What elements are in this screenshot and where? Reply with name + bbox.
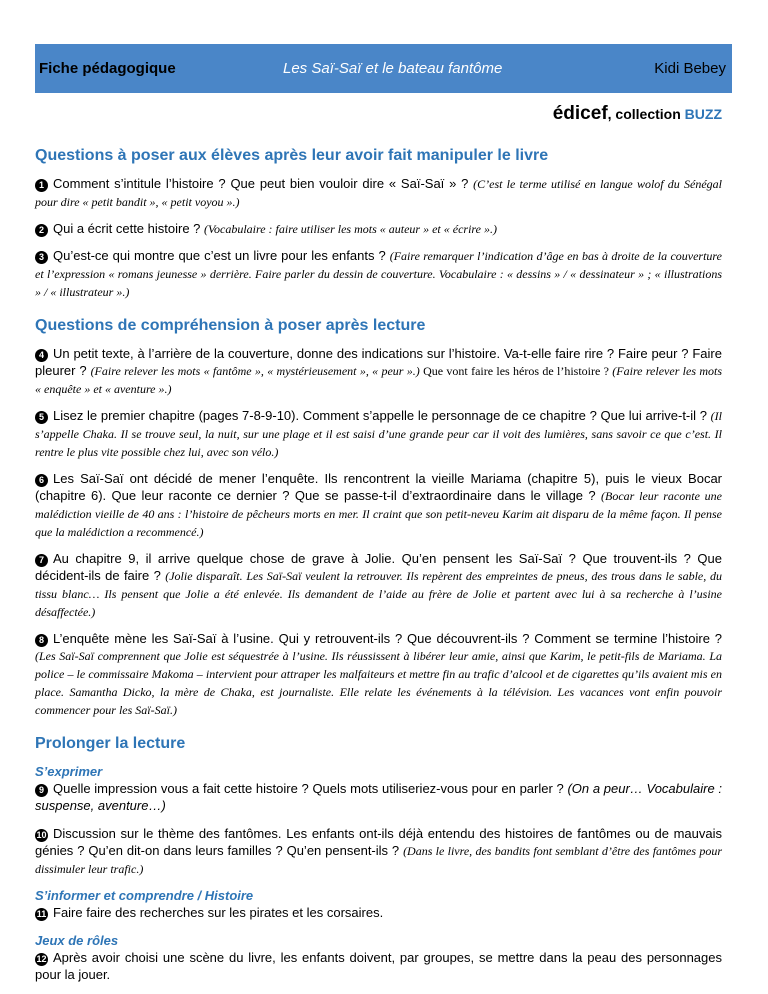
subsection-title: S’informer et comprendre / Histoire	[35, 888, 254, 903]
question-text: Comment s’intitule l’histoire ? Que peut bien vouloir dire « Saï-Saï » ?	[53, 176, 474, 191]
teacher-note: (Faire remarquer l’indication d’âge en bas à droite de la couverture et l’expression « romans jeunesse » derrière. Faire parler du dessin de couverture. Vocabulaire : « dessins » / « dessinateur » ; « illustrations » / « illustrateur ».)	[35, 249, 722, 299]
teacher-note: (Les Saï-Saï comprennent que Jolie est séquestrée à l’usine. Ils réussissent à libérer leur amie, ainsi que Karim, le petit-fils de Mariama. La police – le commissaire Makoma – intervient pour attraper les malfaiteurs et mettre fin au trafic d’alcool et de cigarettes qu’ils avaient mis en place. Samantha Dicko, la mère de Chaka, est journaliste. Elle relate les événements à la télévision. Les vacances vont enfin pouvoir commencer pour les Saï-Saï.)	[35, 649, 722, 717]
activity-roleplay	[35, 932, 722, 983]
teacher-note-2: (Faire relever les mots « enquête » et « aventure ».)	[35, 364, 723, 396]
question-text: Qu’est-ce qui montre que c’est un livre pour les enfants ?	[53, 248, 390, 263]
question-5	[35, 407, 722, 461]
question-1	[35, 175, 722, 211]
question-12	[35, 949, 722, 983]
teacher-note: (Jolie disparaît. Les Saï-Saï veulent la retrouver. Ils repèrent des empreintes de pneus, des trous dans le sable, du tissu blanc… Ils pensent que Jolie a été enlevée. Ils demandent de l’aide au frère de Jolie et partent avec lui à sa recherche à l’usine désaffectée.)	[35, 569, 723, 619]
number-badge: 1	[35, 179, 48, 192]
number-badge: 8	[35, 634, 48, 647]
number-badge: 2	[35, 224, 48, 237]
collection-label: , collection	[607, 106, 685, 122]
doc-type: Fiche pédagogique	[39, 60, 176, 77]
number-badge: 5	[35, 411, 48, 424]
question-text: Discussion sur le thème des fantômes. Les enfants ont-ils déjà entendu des histoires de fantômes ou de mauvais génies ? Qu’en dit-on dans leurs familles ? Qu’en pensent-ils ?	[35, 826, 722, 858]
question-7	[35, 550, 722, 621]
teacher-note: (C’est le terme utilisé en langue wolof du Sénégal pour dire « petit bandit », « petit voyou ».)	[35, 177, 722, 209]
question-text: Faire faire des recherches sur les pirates et les corsaires.	[53, 905, 384, 920]
number-badge: 4	[35, 349, 48, 362]
number-badge: 6	[35, 474, 48, 487]
header-bar	[35, 44, 732, 93]
question-text-2: Que vont faire les héros de l’histoire ?	[419, 364, 613, 378]
number-badge: 10	[36, 830, 47, 840]
book-title: Les Saï-Saï et le bateau fantôme	[283, 60, 503, 77]
teacher-note: (Bocar leur raconte une malédiction vieille de 40 ans : l’histoire de pêcheurs morts en mer. Il craint que son petit-neveu Karim ait disparu de la même façon. Il pense que la malédiction a recommencé.)	[35, 489, 722, 539]
question-4	[35, 345, 722, 398]
teacher-note: (Vocabulaire : faire utiliser les mots « auteur » et « écrire ».)	[204, 222, 497, 236]
question-8	[35, 630, 722, 719]
activity-history	[35, 887, 722, 921]
question-text: Quelle impression vous a fait cette histoire ? Quels mots utiliseriez-vous pour en parler ?	[53, 781, 568, 796]
question-text: Au chapitre 9, il arrive quelque chose de grave à Jolie. Qu’en pensent les Saï-Saï ? Que trouvent-ils ? Que décident-ils de faire ?	[35, 551, 722, 583]
teacher-note: (On a peur… Vocabulaire : suspense, aventure…)	[35, 781, 723, 813]
subsection-title: Jeux de rôles	[35, 933, 119, 948]
number-badge: 12	[36, 954, 47, 964]
question-text: L’enquête mène les Saï-Saï à l’usine. Qui y retrouvent-ils ? Que découvrent-ils ? Comment se termine l’histoire ?	[53, 631, 722, 646]
number-badge: 3	[35, 251, 48, 264]
question-text: Un petit texte, à l’arrière de la couverture, donne des indications sur l’histoire. Va-t-elle faire rire ? Faire peur ? Faire pleurer ?	[35, 346, 722, 378]
question-10	[35, 825, 722, 878]
number-badge: 11	[36, 909, 47, 919]
question-text: Qui a écrit cette histoire ?	[53, 221, 205, 236]
number-badge: 7	[35, 554, 48, 567]
question-text: Lisez le premier chapitre (pages 7-8-9-10). Comment s’appelle le personnage de ce chapitre ? Que lui arrive-t-il ?	[53, 408, 711, 423]
teacher-note: (Faire relever les mots « fantôme », « mystérieusement », « peur ».)	[90, 364, 420, 378]
publisher	[553, 103, 722, 125]
collection-name: BUZZ	[684, 106, 722, 122]
question-2	[35, 220, 722, 238]
question-3	[35, 247, 722, 301]
question-text: Après avoir choisi une scène du livre, les enfants doivent, par groupes, se mettre dans la peau des personnages pour la jouer.	[35, 950, 722, 982]
section-title-2: Questions de compréhension à poser après lecture	[35, 317, 426, 334]
question-9	[35, 780, 722, 814]
activity-expression	[35, 763, 722, 814]
publisher-brand: édicef	[552, 103, 608, 124]
author: Kidi Bebey	[654, 60, 726, 77]
main-content	[35, 147, 722, 994]
teacher-note: (Il s’appelle Chaka. Il se trouve seul, la nuit, sur une plage et il est saisi d’une grande peur car il voit des lumières, sans savoir ce que c’est. Il rentre le plus vite possible chez lui, avec son vélo.)	[35, 409, 722, 459]
number-badge: 9	[35, 784, 48, 797]
question-6	[35, 470, 722, 541]
teacher-note: (Dans le livre, des bandits font semblant d’être des fantômes pour dissimuler leur trafic.)	[35, 844, 722, 876]
section-title-3: Prolonger la lecture	[35, 735, 186, 752]
question-11	[35, 904, 722, 921]
question-text: Les Saï-Saï ont décidé de mener l’enquête. Ils rencontrent la vieille Mariama (chapitre 5), puis le vieux Bocar (chapitre 6). Que leur raconte ce dernier ? Que se passe-t-il d’extraordinaire dans le village ?	[35, 471, 722, 503]
subsection-title: S’exprimer	[35, 764, 103, 779]
section-title-1: Questions à poser aux élèves après leur avoir fait manipuler le livre	[35, 147, 549, 164]
